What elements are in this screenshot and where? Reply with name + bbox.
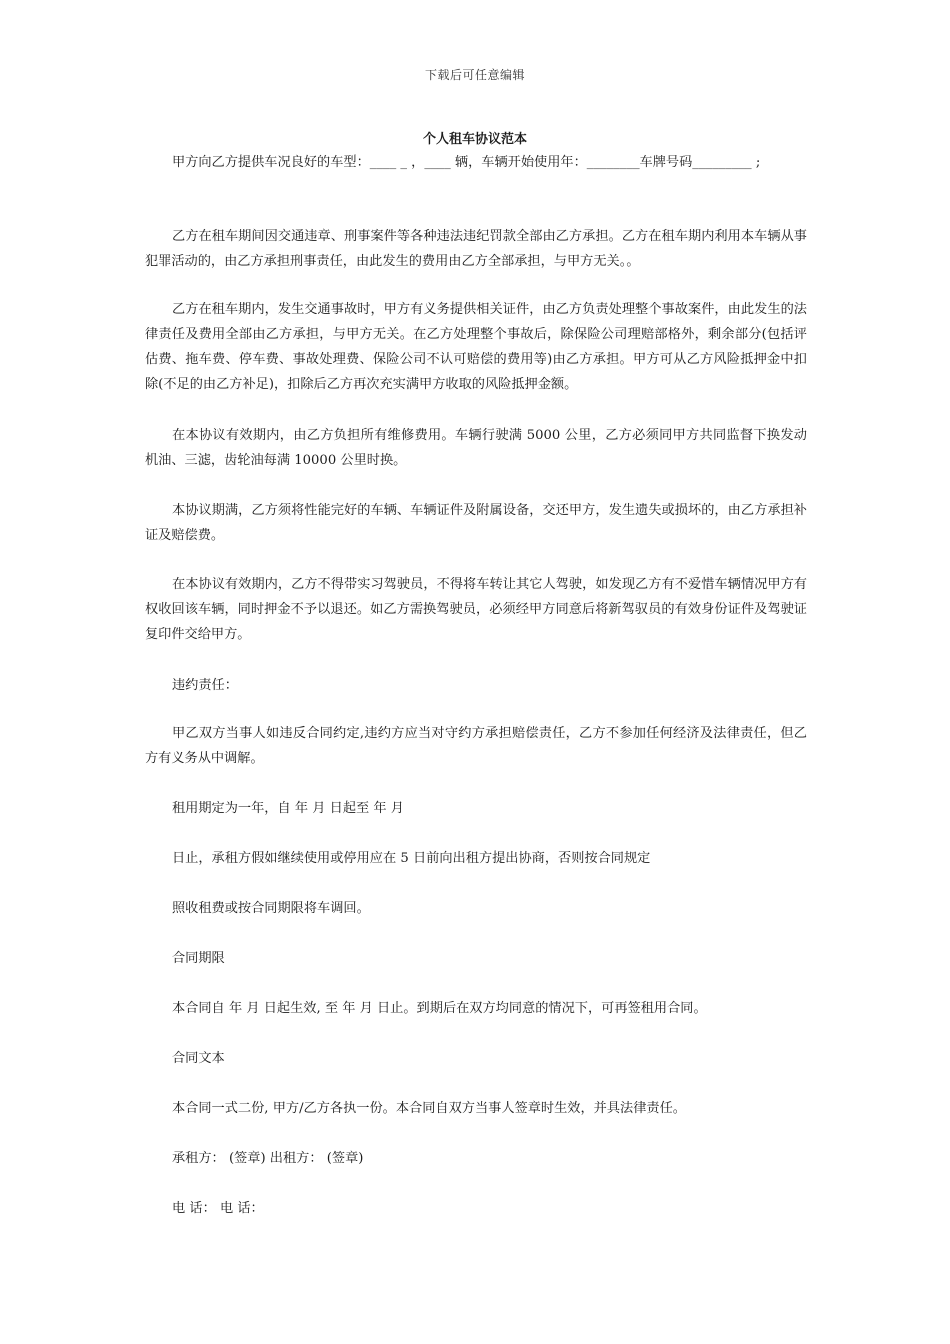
paragraph-accidents: 乙方在租车期内，发生交通事故时，甲方有义务提供相关证件，由乙方负责处理整个事故案件，由此发生的法律责任及费用全部由乙方承担，与甲方无关。在乙方处理整个事故后，除保险公司理赔部格外，剩余部分(包括评估费、拖车费、停车费、事故处理费、保险公司不认可赔偿的费用等)由乙方承担。甲方可从乙方风险抵押金中扣除(不足的由乙方补足)，扣除后乙方再次充实满甲方收取的风险抵押金额。 — [145, 302, 807, 392]
paragraph-return: 本协议期满，乙方须将性能完好的车辆、车辆证件及附属设备，交还甲方，发生遗失或损坏的，由乙方承担补证及赔偿费。 — [145, 503, 807, 543]
section-heading-term: 合同期限 — [172, 951, 225, 966]
paragraph-term: 本合同自 年 月 日起生效, 至 年 月 日止。到期后在双方均同意的情况下，可再签租用合同。 — [172, 1001, 707, 1016]
section-heading-liability: 违约责任： — [172, 678, 238, 693]
phone-line: 电 话： 电 话： — [172, 1201, 264, 1216]
header-note: 下载后可任意编辑 — [424, 68, 525, 82]
paragraph-renewal: 日止，承租方假如继续使用或停用应在 5 日前向出租方提出协商，否则按合同规定 — [172, 851, 651, 866]
paragraph-violations: 乙方在租车期间因交通违章、刑事案件等各种违法违纪罚款全部由乙方承担。乙方在租车期内利用本车辆从事犯罪活动的，由乙方承担刑事责任，由此发生的费用由乙方全部承担，与甲方无关。。 — [145, 229, 807, 269]
paragraph-rental-term: 租用期定为一年，自 年 月 日起至 年 月 — [172, 801, 404, 816]
paragraph-copies: 本合同一式二份, 甲方/乙方各执一份。本合同自双方当事人签章时生效，并具法律责任。 — [172, 1101, 686, 1116]
section-heading-text: 合同文本 — [172, 1051, 225, 1066]
paragraph-maintenance: 在本协议有效期内，由乙方负担所有维修费用。车辆行驶满 5000 公里，乙方必须同甲方共同监督下换发动机油、三滤，齿轮油每满 10000 公里时换。 — [145, 428, 807, 468]
paragraph-drivers: 在本协议有效期内，乙方不得带实习驾驶员，不得将车转让其它人驾驶，如发现乙方有不爱惜车辆情况甲方有权收回该车辆，同时押金不予以退还。如乙方需换驾驶员，必须经甲方同意后将新驾驭员的有效身份证件及驾驶证复印件交给甲方。 — [145, 577, 807, 642]
paragraph-liability: 甲乙双方当事人如违反合同约定,违约方应当对守约方承担赔偿责任，乙方不参加任何经济及法律责任，但乙方有义务从中调解。 — [145, 726, 807, 766]
signature-line: 承租方： (签章) 出租方： (签章) — [172, 1151, 364, 1166]
paragraph-recall: 照收租费或按合同期限将车调回。 — [172, 901, 370, 916]
paragraph-vehicle-info: 甲方向乙方提供车况良好的车型：____ _ ，____ 辆，车辆开始使用年：________车牌号码_________ ; — [172, 155, 761, 170]
document-title: 个人租车协议范本 — [422, 132, 527, 147]
